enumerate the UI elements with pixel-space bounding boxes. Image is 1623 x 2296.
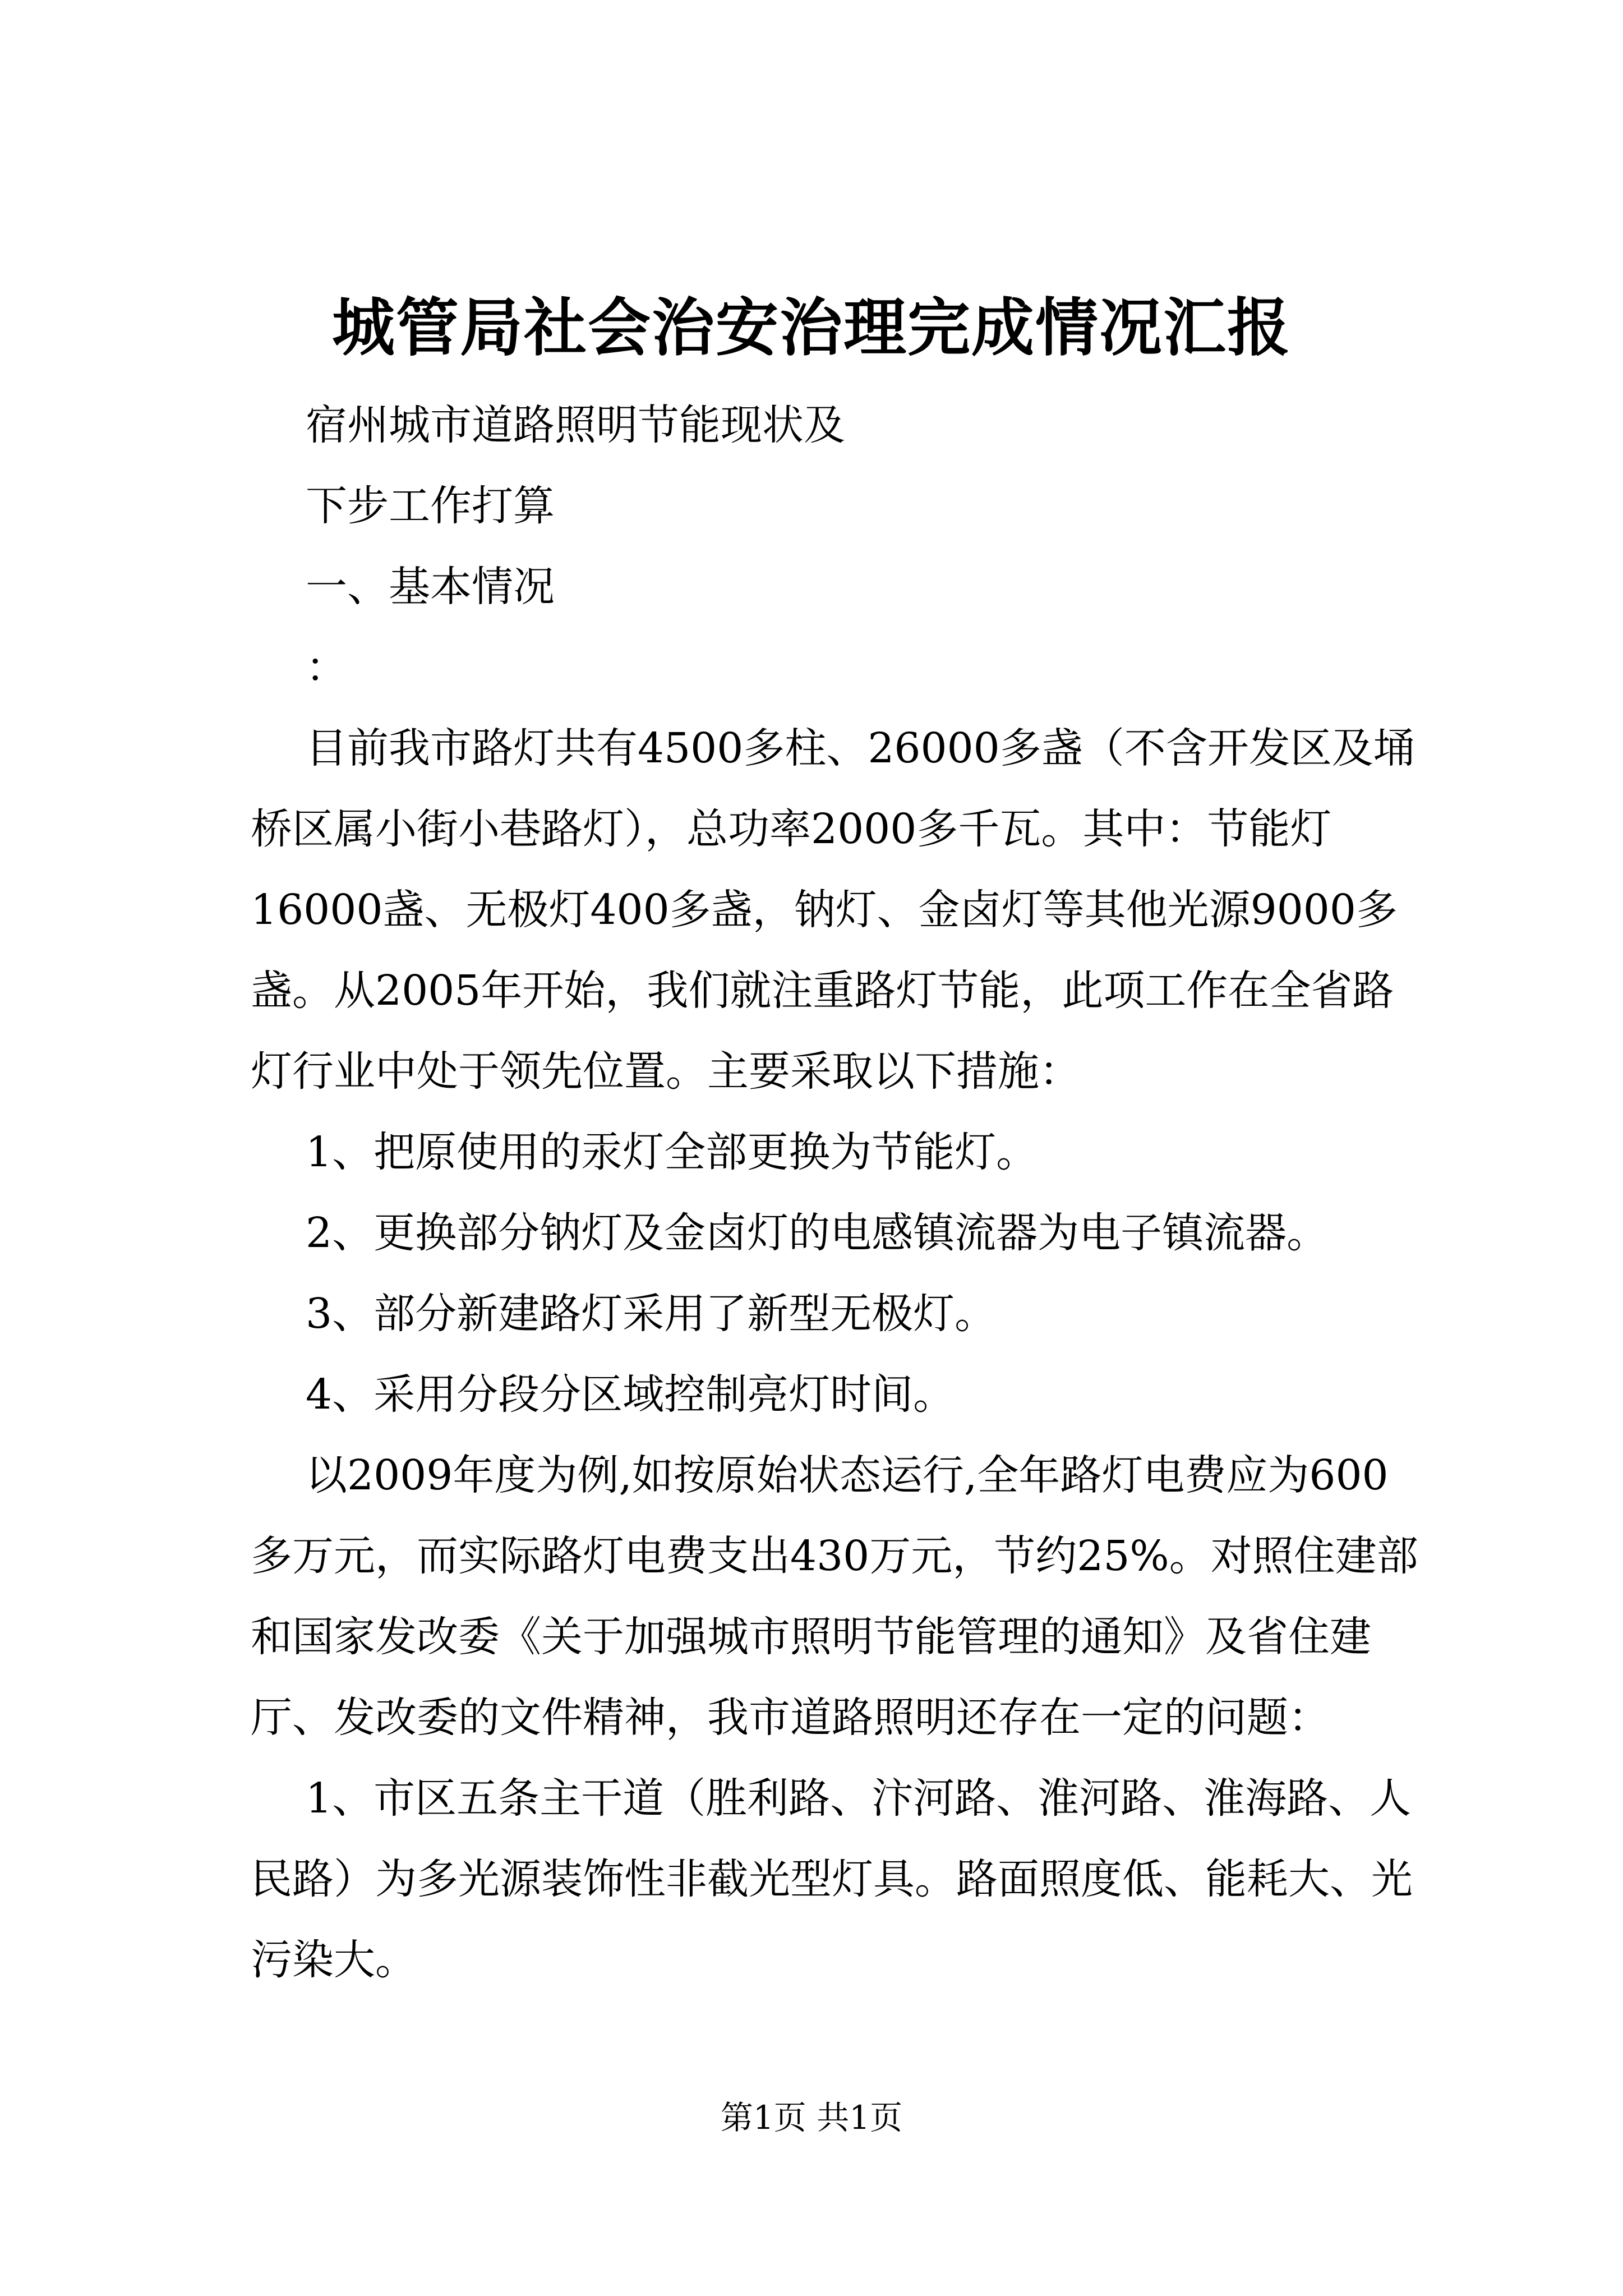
document-body <box>251 385 1428 2000</box>
paragraph-colon: ： <box>306 643 347 692</box>
list-item-problem-1: 1、市区五条主干道（胜利路、汴河路、淮河路、淮海路、人民路）为多光源装饰性非截光型灯具。路面照度低、能耗大、光污染大。 <box>251 1774 1413 1984</box>
section-heading-basic-situation: 一、基本情况 <box>306 563 555 611</box>
document-title: 城管局社会治安治理完成情况汇报 <box>332 291 1291 365</box>
paragraph-2009-example: 以2009年度为例,如按原始状态运行,全年路灯电费应为600多万元，而实际路灯电费支出430万元，节约25%。对照住建部和国家发改委《关于加强城市照明节能管理的通知》及省住建厅、发改委的文件精神，我市道路照明还存在一定的问题： <box>251 1451 1418 1742</box>
list-item-measure-3: 3、部分新建路灯采用了新型无极灯。 <box>306 1290 997 1338</box>
paragraph-subtitle-line-2: 下步工作打算 <box>306 482 555 530</box>
list-item-measure-2: 2、更换部分钠灯及金卤灯的电感镇流器为电子镇流器。 <box>306 1209 1329 1257</box>
paragraph-streetlight-overview: 目前我市路灯共有4500多柱、26000多盏（不含开发区及埇桥区属小街小巷路灯），总功率2000多千瓦。其中：节能灯16000盏、无极灯400多盏，钠灯、金卤灯等其他光源9000多盏。从2005年开始，我们就注重路灯节能，此项工作在全省路灯行业中处于领先位置。主要采取以下措施： <box>251 724 1415 1096</box>
list-item-measure-4: 4、采用分段分区域控制亮灯时间。 <box>306 1370 955 1419</box>
paragraph-subtitle-line-1: 宿州城市道路照明节能现状及 <box>306 401 845 449</box>
list-item-measure-1: 1、把原使用的汞灯全部更换为节能灯。 <box>306 1128 1038 1176</box>
page-footer: 第1页 共1页 <box>720 2099 903 2137</box>
